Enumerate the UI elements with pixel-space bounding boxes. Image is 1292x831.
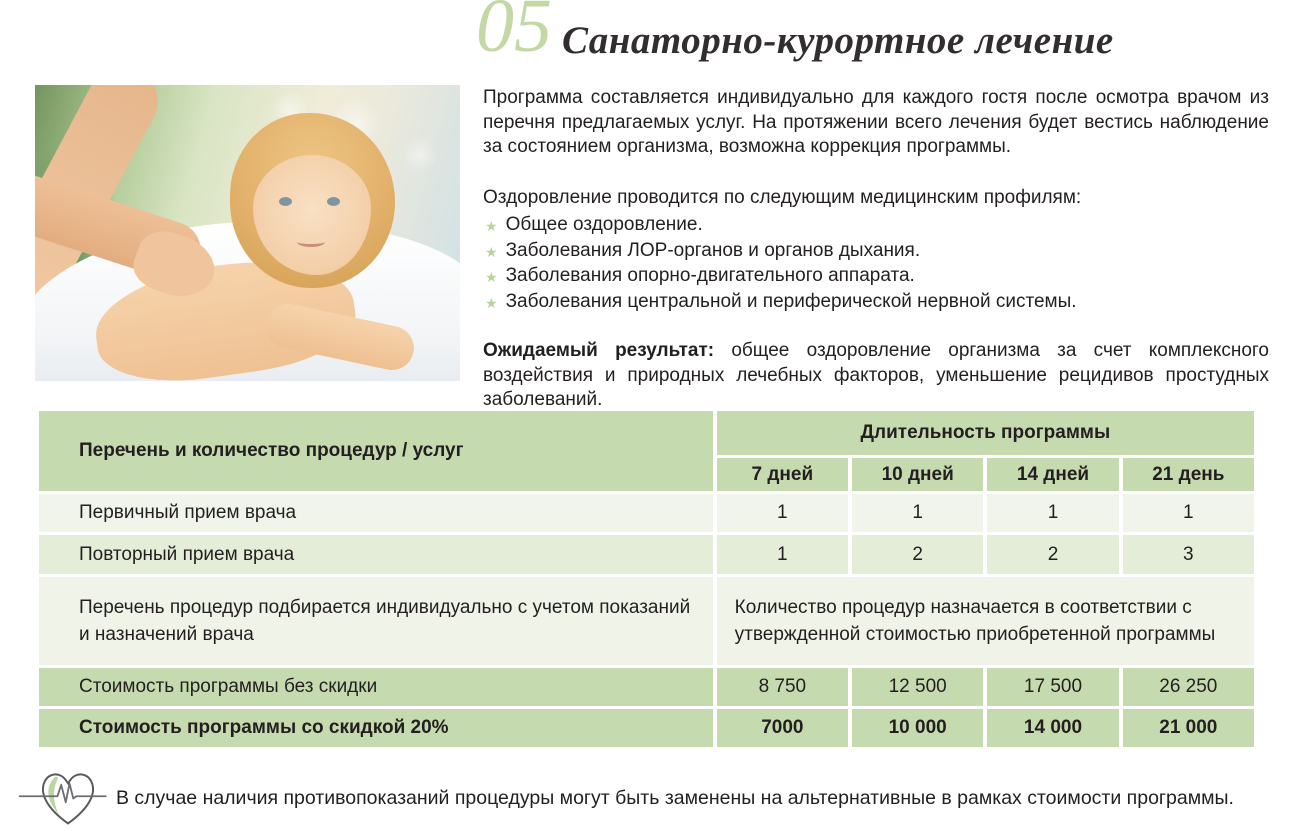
cell-value: 14 000 <box>987 709 1118 747</box>
row-label <box>39 577 713 665</box>
merged-cell <box>717 577 1254 665</box>
cell-value: 10 000 <box>852 709 983 747</box>
list-item-text: Заболевания ЛОР-органов и органов дыхания. <box>505 239 921 261</box>
cell-value: 1 <box>987 494 1118 532</box>
row-label-text: Перечень процедур подбирается индивидуально с учетом показаний и назначений врача <box>79 597 691 645</box>
star-icon: ★ <box>485 294 498 311</box>
photo-child-eye <box>279 197 292 206</box>
table-row <box>39 494 1254 532</box>
list-item <box>483 290 1269 316</box>
column-header-duration: Длительность программы <box>717 411 1254 455</box>
merged-cell-text: Количество процедур назначается в соответствии с утвержденной стоимостью приобретенной программы <box>734 597 1216 645</box>
profiles-list <box>483 213 1269 315</box>
column-header-21days: 21 день <box>1123 458 1254 491</box>
table-header-row <box>39 411 1254 455</box>
photo-child-mouth <box>297 237 325 247</box>
cell-value: 1 <box>717 494 848 532</box>
star-icon: ★ <box>485 243 498 260</box>
page-number: 05 <box>476 0 552 68</box>
column-header-10days: 10 дней <box>852 458 983 491</box>
list-item-text: Общее оздоровление. <box>505 214 703 235</box>
photo-child-eye <box>327 197 340 206</box>
table-row <box>39 668 1254 706</box>
cell-value: 2 <box>987 535 1118 574</box>
expected-result-label: Ожидаемый результат: <box>483 340 715 361</box>
heart-ecg-icon <box>18 763 118 831</box>
expected-result-paragraph <box>483 339 1269 413</box>
expected-result-text: общее оздоровление организма за счет комплексного воздействия и природных лечебных факторов, уменьшение рецидивов простудных заболеваний. <box>483 340 1269 410</box>
cell-value: 21 000 <box>1123 709 1254 747</box>
column-header-7days: 7 дней <box>717 458 848 491</box>
column-header-14days: 14 дней <box>987 458 1118 491</box>
row-label: Повторный прием врача <box>39 535 713 574</box>
photo-massage-child <box>35 85 460 381</box>
star-icon: ★ <box>485 218 498 234</box>
cell-value: 3 <box>1123 535 1254 574</box>
list-item-text: Заболевания центральной и периферической нервной системы. <box>505 290 1077 312</box>
cell-value: 12 500 <box>852 668 983 706</box>
cell-value: 17 500 <box>987 668 1118 706</box>
intro-paragraph: Программа составляется индивидуально для каждого гостя после осмотра врачом из перечня предлагаемых услуг. На протяжении всего лечения будет вестись наблюдение за состоянием организма, возможна коррекция программы. <box>483 87 1269 157</box>
list-item-text: Заболевания опорно-двигательного аппарата. <box>505 265 915 286</box>
list-item <box>483 239 1269 265</box>
row-label: Стоимость программы без скидки <box>39 668 713 706</box>
table-row <box>39 535 1254 574</box>
profiles-heading: Оздоровление проводится по следующим медицинским профилям: <box>483 186 1082 208</box>
row-label: Стоимость программы со скидкой 20% <box>39 709 713 747</box>
cell-value: 8 750 <box>717 668 848 706</box>
table-row <box>39 577 1254 665</box>
cell-value: 7000 <box>717 709 848 747</box>
cell-value: 1 <box>1123 494 1254 532</box>
star-icon: ★ <box>485 269 498 285</box>
column-header-services: Перечень и количество процедур / услуг <box>39 411 713 491</box>
table-row-discount <box>39 709 1254 747</box>
row-label: Первичный прием врача <box>39 494 713 532</box>
cell-value: 2 <box>852 535 983 574</box>
cell-value: 1 <box>717 535 848 574</box>
list-item <box>483 213 1269 239</box>
list-item <box>483 264 1269 290</box>
description-column <box>483 86 1269 413</box>
price-table <box>35 408 1258 750</box>
cell-value: 26 250 <box>1123 668 1254 706</box>
cell-value: 1 <box>852 494 983 532</box>
footer-note: В случае наличия противопоказаний процедуры могут быть заменены на альтернативные в рамках стоимости программы. <box>116 787 1234 809</box>
page-title: Санаторно-курортное лечение <box>562 19 1114 62</box>
